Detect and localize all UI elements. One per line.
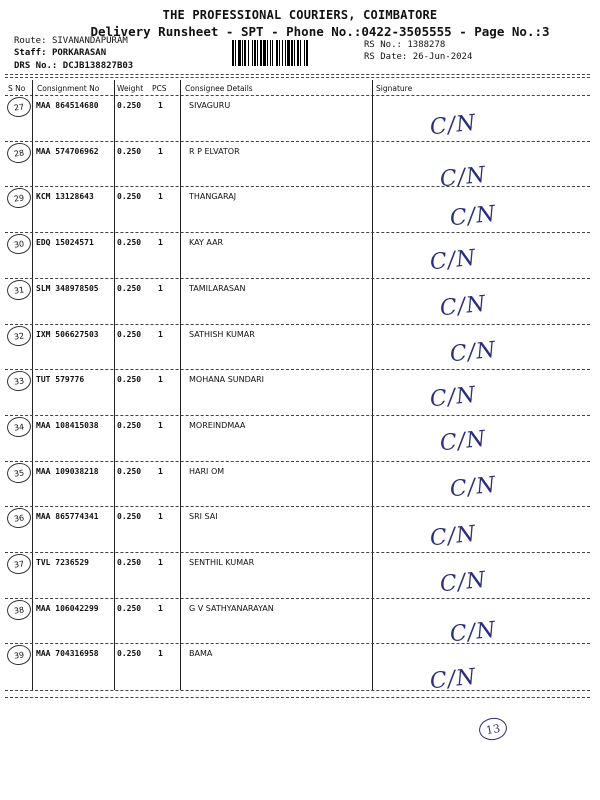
drs-line: [14, 61, 133, 71]
pcs-value: 1: [158, 420, 163, 430]
row-divider: [5, 643, 590, 644]
weight-value: 0.250: [117, 649, 142, 659]
consignee-name: SRI SAI: [189, 512, 218, 522]
consignee-name: R P ELVATOR: [189, 146, 240, 156]
col-consignment-header: Consignment No: [37, 84, 100, 93]
consignee-name: SATHISH KUMAR: [189, 329, 255, 339]
consignment-no: MAA 109038218: [36, 466, 99, 476]
row-sno-circle: 28: [6, 141, 33, 164]
row-divider: [5, 278, 590, 279]
weight-value: 0.250: [117, 329, 142, 339]
row-sno-circle: 27: [6, 95, 33, 118]
header-divider: [5, 74, 590, 75]
consignee-name: MOHANA SUNDARI: [189, 375, 265, 385]
pcs-value: 1: [158, 238, 163, 248]
pcs-value: 1: [158, 192, 163, 202]
row-divider: [5, 552, 590, 553]
signature-mark: C/N: [438, 567, 488, 598]
pcs-value: 1: [158, 146, 163, 156]
header-divider: [5, 77, 590, 78]
drs-label: DRS No.:: [14, 61, 58, 71]
rs-date-line: [364, 52, 472, 62]
consignee-name: THANGARAJ: [189, 192, 237, 202]
staff-value: PORKARASAN: [51, 48, 107, 58]
signature-mark: C/N: [428, 382, 478, 413]
consignee-name: TAMILARASAN: [189, 283, 246, 293]
signature-mark: C/N: [448, 202, 498, 232]
rs-date-label: RS Date:: [364, 52, 408, 62]
signature-mark: C/N: [428, 521, 478, 552]
consignment-no: SLM 348978505: [36, 283, 99, 293]
pcs-value: 1: [158, 283, 163, 293]
consignment-no: TVL 7236529: [36, 558, 89, 567]
signature-mark: C/N: [438, 426, 488, 457]
col-consignee-header: Consignee Details: [185, 84, 253, 93]
route-label: Route:: [14, 36, 47, 46]
rs-date-value: 26-Jun-2024: [412, 52, 473, 62]
weight-value: 0.250: [117, 466, 142, 476]
pcs-value: 1: [158, 466, 163, 476]
pcs-value: 1: [158, 101, 163, 110]
row-sno-circle: 36: [6, 507, 33, 530]
consignee-name: BAMA: [189, 649, 213, 659]
row-sno-circle: 31: [6, 278, 33, 301]
weight-value: 0.250: [117, 146, 142, 156]
weight-value: 0.250: [117, 238, 142, 248]
consignment-no: MAA 704316958: [36, 649, 99, 659]
runsheet-title: Delivery Runsheet - SPT - Phone No.:0422-3505555 - Page No.:3: [90, 24, 550, 39]
route-value: SIVANANDAPURAM: [51, 36, 128, 46]
consignee-name: G V SATHYANARAYAN: [189, 603, 274, 613]
consignment-no: KCM 13128643: [36, 192, 94, 202]
rs-no-value: 1388278: [407, 40, 446, 50]
col-weight-header: Weight: [117, 84, 144, 93]
rs-no-label: RS No.:: [364, 40, 402, 50]
pcs-value: 1: [158, 649, 163, 659]
staff-label: Staff:: [14, 48, 47, 58]
consignee-name: KAY AAR: [189, 238, 224, 248]
col-pcs-header: PCS: [152, 84, 167, 93]
row-divider: [5, 324, 590, 325]
row-sno-circle: 34: [6, 415, 33, 438]
weight-value: 0.250: [117, 512, 142, 522]
row-sno-circle: 37: [6, 552, 33, 575]
footer-divider: [5, 697, 590, 698]
row-sno-circle: 32: [6, 324, 33, 347]
weight-value: 0.250: [117, 375, 142, 385]
row-sno-circle: 38: [6, 598, 33, 621]
weight-value: 0.250: [117, 558, 142, 567]
company-title: THE PROFESSIONAL COURIERS, COIMBATORE: [162, 8, 438, 22]
pcs-value: 1: [158, 329, 163, 339]
row-divider: [5, 461, 590, 462]
signature-mark: C/N: [448, 617, 498, 648]
weight-value: 0.250: [117, 192, 142, 202]
pcs-value: 1: [158, 512, 163, 522]
consignee-name: HARI OM: [189, 466, 225, 476]
weight-value: 0.250: [117, 283, 142, 293]
consignment-no: MAA 106042299: [36, 603, 99, 613]
weight-value: 0.250: [117, 420, 142, 430]
row-divider: [5, 415, 590, 416]
staff-line: [14, 48, 106, 58]
consignment-no: TUT 579776: [36, 375, 85, 385]
signature-mark: C/N: [438, 291, 488, 322]
page-mark: 13: [477, 716, 508, 743]
row-divider: [5, 232, 590, 233]
signature-mark: C/N: [438, 162, 488, 193]
row-sno-circle: 30: [6, 233, 33, 256]
consignment-no: IXM 506627503: [36, 329, 99, 339]
consignment-no: MAA 865774341: [36, 512, 99, 522]
row-sno-circle: 39: [6, 644, 33, 667]
row-divider: [5, 369, 590, 370]
drs-value: DCJB138827B03: [62, 61, 134, 71]
pcs-value: 1: [158, 375, 163, 385]
row-sno-circle: 29: [6, 187, 33, 210]
signature-mark: C/N: [428, 665, 478, 695]
row-divider: [5, 186, 590, 187]
barcode-image: [232, 40, 358, 66]
signature-mark: C/N: [428, 245, 478, 276]
footer-divider: [5, 690, 590, 691]
consignment-no: MAA 864514680: [36, 101, 99, 110]
row-divider: [5, 598, 590, 599]
consignee-name: MOREINDMAA: [189, 420, 246, 430]
row-sno-circle: 35: [6, 461, 33, 484]
row-divider: [5, 141, 590, 142]
route-line: [14, 36, 128, 46]
col-sno-header: S No: [8, 84, 26, 93]
consignee-name: SENTHIL KUMAR: [189, 558, 255, 567]
weight-value: 0.250: [117, 101, 142, 110]
rs-no-line: [364, 40, 445, 50]
pcs-value: 1: [158, 558, 163, 567]
signature-mark: C/N: [448, 337, 498, 367]
consignment-no: MAA 108415038: [36, 420, 99, 430]
signature-mark: C/N: [448, 472, 498, 502]
weight-value: 0.250: [117, 603, 142, 613]
col-signature-header: Signature: [376, 84, 413, 93]
consignment-no: MAA 574706962: [36, 146, 99, 156]
consignment-no: EDQ 15024571: [36, 238, 94, 248]
row-divider: [5, 506, 590, 507]
pcs-value: 1: [158, 603, 163, 613]
consignee-name: SIVAGURU: [189, 101, 231, 110]
signature-mark: C/N: [428, 110, 478, 141]
row-sno-circle: 33: [6, 370, 33, 393]
header-divider: [5, 95, 590, 96]
